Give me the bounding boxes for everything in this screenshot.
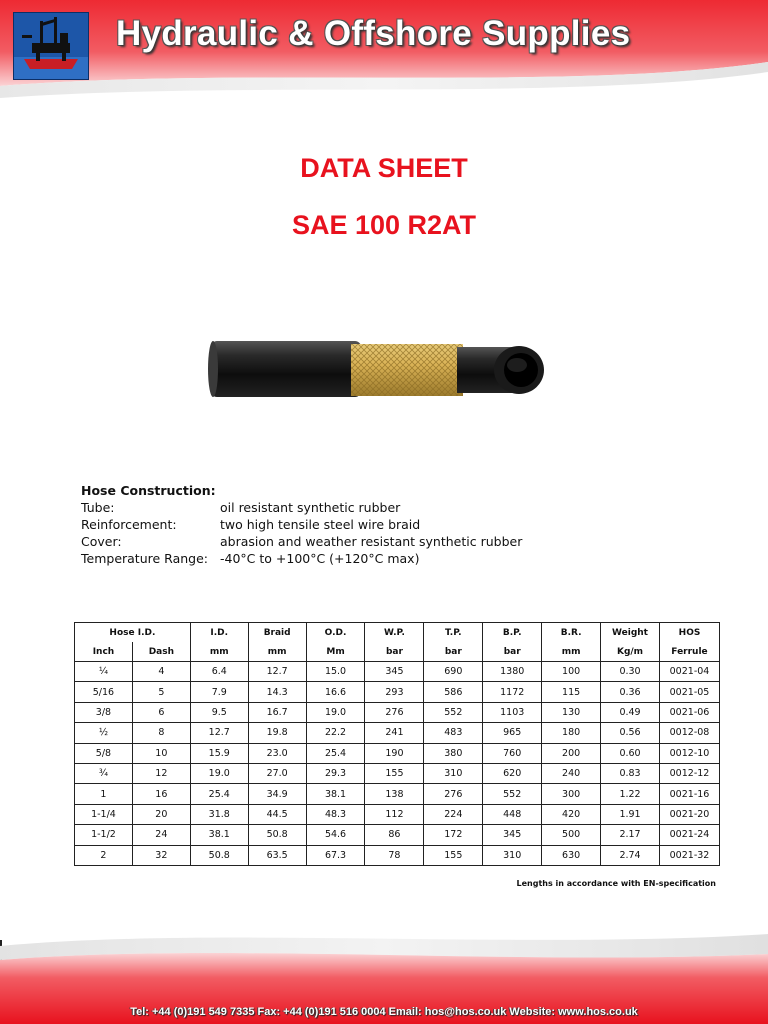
table-header-cell: bar bbox=[424, 642, 483, 662]
construction-label: Temperature Range: bbox=[81, 551, 208, 566]
table-header-cell: HOS bbox=[659, 623, 719, 643]
table-cell: 200 bbox=[542, 743, 601, 763]
table-header-cell: Hose I.D. bbox=[75, 623, 191, 643]
table-cell: 1-1/4 bbox=[75, 804, 133, 824]
table-cell: 310 bbox=[483, 845, 542, 865]
construction-value: -40°C to +100°C (+120°C max) bbox=[220, 551, 420, 566]
table-cell: 25.4 bbox=[306, 743, 365, 763]
table-cell: 155 bbox=[424, 845, 483, 865]
table-cell: 380 bbox=[424, 743, 483, 763]
table-cell: 14.3 bbox=[248, 682, 306, 702]
table-header-cell: I.D. bbox=[190, 623, 248, 643]
product-title: SAE 100 R2AT bbox=[291, 210, 477, 240]
table-cell: 0.49 bbox=[601, 702, 660, 722]
table-cell: 19.0 bbox=[190, 763, 248, 783]
construction-row bbox=[81, 499, 522, 516]
table-cell: 31.8 bbox=[190, 804, 248, 824]
table-cell: 0012-10 bbox=[659, 743, 719, 763]
construction-row bbox=[81, 550, 522, 567]
table-cell: 0021-32 bbox=[659, 845, 719, 865]
table-cell: 0.36 bbox=[601, 682, 660, 702]
lengths-note: Lengths in accordance with EN-specification bbox=[516, 879, 716, 888]
table-cell: ½ bbox=[75, 723, 133, 743]
table-cell: 180 bbox=[542, 723, 601, 743]
table-row bbox=[75, 743, 720, 763]
table-cell: 32 bbox=[132, 845, 190, 865]
table-cell: 0.30 bbox=[601, 662, 660, 682]
table-cell: 130 bbox=[542, 702, 601, 722]
table-row bbox=[75, 784, 720, 804]
table-cell: 1.22 bbox=[601, 784, 660, 804]
hose-construction bbox=[81, 482, 522, 567]
table-cell: 224 bbox=[424, 804, 483, 824]
table-header-cell: Kg/m bbox=[601, 642, 660, 662]
table-cell: 690 bbox=[424, 662, 483, 682]
table-cell: 0021-06 bbox=[659, 702, 719, 722]
table-cell: 6 bbox=[132, 702, 190, 722]
table-header-cell: B.P. bbox=[483, 623, 542, 643]
table-cell: 3/8 bbox=[75, 702, 133, 722]
table-cell: 16.7 bbox=[248, 702, 306, 722]
table-cell: 16 bbox=[132, 784, 190, 804]
table-cell: 38.1 bbox=[190, 825, 248, 845]
table-cell: 12 bbox=[132, 763, 190, 783]
table-cell: 29.3 bbox=[306, 763, 365, 783]
table-cell: 620 bbox=[483, 763, 542, 783]
table-cell: 5/16 bbox=[75, 682, 133, 702]
table-cell: 10 bbox=[132, 743, 190, 763]
table-cell: 19.8 bbox=[248, 723, 306, 743]
table-cell: 6.4 bbox=[190, 662, 248, 682]
table-cell: 0021-24 bbox=[659, 825, 719, 845]
table-cell: 54.6 bbox=[306, 825, 365, 845]
construction-heading: Hose Construction: bbox=[81, 483, 216, 498]
table-cell: 86 bbox=[365, 825, 424, 845]
table-cell: 552 bbox=[483, 784, 542, 804]
table-cell: 1.91 bbox=[601, 804, 660, 824]
table-cell: 34.9 bbox=[248, 784, 306, 804]
table-header-cell: B.R. bbox=[542, 623, 601, 643]
table-cell: 7.9 bbox=[190, 682, 248, 702]
table-cell: 2 bbox=[75, 845, 133, 865]
table-cell: 19.0 bbox=[306, 702, 365, 722]
table-cell: 0021-04 bbox=[659, 662, 719, 682]
table-header-cell: Inch bbox=[75, 642, 133, 662]
table-cell: 67.3 bbox=[306, 845, 365, 865]
table-header-cell: mm bbox=[542, 642, 601, 662]
table-header-cell: bar bbox=[365, 642, 424, 662]
table-cell: 4 bbox=[132, 662, 190, 682]
table-cell: 2.17 bbox=[601, 825, 660, 845]
table-cell: 20 bbox=[132, 804, 190, 824]
document-title: DATA SHEET bbox=[300, 153, 468, 183]
table-header-cell: Braid bbox=[248, 623, 306, 643]
table-cell: 586 bbox=[424, 682, 483, 702]
table-cell: 293 bbox=[365, 682, 424, 702]
table-cell: 100 bbox=[542, 662, 601, 682]
table-row bbox=[75, 723, 720, 743]
table-cell: 16.6 bbox=[306, 682, 365, 702]
table-cell: 310 bbox=[424, 763, 483, 783]
construction-row bbox=[81, 533, 522, 550]
construction-value: two high tensile steel wire braid bbox=[220, 517, 421, 532]
table-row bbox=[75, 702, 720, 722]
table-cell: 965 bbox=[483, 723, 542, 743]
table-row bbox=[75, 825, 720, 845]
table-cell: 1-1/2 bbox=[75, 825, 133, 845]
table-cell: 8 bbox=[132, 723, 190, 743]
table-header-cell: Dash bbox=[132, 642, 190, 662]
table-cell: 23.0 bbox=[248, 743, 306, 763]
table-cell: 5/8 bbox=[75, 743, 133, 763]
table-cell: 44.5 bbox=[248, 804, 306, 824]
table-header-cell: Mm bbox=[306, 642, 365, 662]
table-cell: 15.0 bbox=[306, 662, 365, 682]
table-cell: 0012-08 bbox=[659, 723, 719, 743]
table-cell: 12.7 bbox=[190, 723, 248, 743]
table-cell: 50.8 bbox=[248, 825, 306, 845]
spec-table-body bbox=[75, 662, 720, 866]
construction-label: Cover: bbox=[81, 534, 122, 549]
spec-table bbox=[74, 622, 720, 866]
table-header-cell: mm bbox=[190, 642, 248, 662]
table-header-row bbox=[75, 623, 720, 643]
table-row bbox=[75, 662, 720, 682]
construction-label: Tube: bbox=[81, 500, 115, 515]
table-cell: 0012-12 bbox=[659, 763, 719, 783]
table-cell: 300 bbox=[542, 784, 601, 804]
table-cell: 345 bbox=[483, 825, 542, 845]
construction-row bbox=[81, 516, 522, 533]
table-header-row bbox=[75, 642, 720, 662]
brand-title: Hydraulic & Offshore Supplies bbox=[116, 14, 631, 53]
table-cell: 500 bbox=[542, 825, 601, 845]
table-row bbox=[75, 804, 720, 824]
table-cell: 24 bbox=[132, 825, 190, 845]
table-cell: 112 bbox=[365, 804, 424, 824]
table-cell: 50.8 bbox=[190, 845, 248, 865]
table-cell: 172 bbox=[424, 825, 483, 845]
table-cell: ¼ bbox=[75, 662, 133, 682]
table-header-cell: bar bbox=[483, 642, 542, 662]
table-cell: 552 bbox=[424, 702, 483, 722]
table-cell: 1 bbox=[75, 784, 133, 804]
table-cell: 78 bbox=[365, 845, 424, 865]
table-cell: 115 bbox=[542, 682, 601, 702]
table-cell: 63.5 bbox=[248, 845, 306, 865]
table-cell: 0.83 bbox=[601, 763, 660, 783]
table-cell: 760 bbox=[483, 743, 542, 763]
table-cell: 1380 bbox=[483, 662, 542, 682]
table-cell: 483 bbox=[424, 723, 483, 743]
table-cell: 27.0 bbox=[248, 763, 306, 783]
table-header-cell: mm bbox=[248, 642, 306, 662]
table-cell: 0021-16 bbox=[659, 784, 719, 804]
footer-banner bbox=[0, 920, 768, 1024]
table-cell: 25.4 bbox=[190, 784, 248, 804]
table-cell: 9.5 bbox=[190, 702, 248, 722]
table-header-cell: Ferrule bbox=[659, 642, 719, 662]
table-header-cell: T.P. bbox=[424, 623, 483, 643]
table-row bbox=[75, 845, 720, 865]
table-cell: 241 bbox=[365, 723, 424, 743]
table-cell: 420 bbox=[542, 804, 601, 824]
table-cell: 0021-20 bbox=[659, 804, 719, 824]
table-cell: 448 bbox=[483, 804, 542, 824]
table-cell: 0021-05 bbox=[659, 682, 719, 702]
table-cell: 276 bbox=[424, 784, 483, 804]
construction-label: Reinforcement: bbox=[81, 517, 177, 532]
table-cell: 1172 bbox=[483, 682, 542, 702]
header-banner bbox=[0, 0, 768, 100]
hydraulic-hose-icon bbox=[205, 335, 555, 405]
table-cell: 1103 bbox=[483, 702, 542, 722]
offshore-rig-logo-icon bbox=[13, 12, 89, 80]
table-cell: 0.60 bbox=[601, 743, 660, 763]
table-cell: ¾ bbox=[75, 763, 133, 783]
table-cell: 48.3 bbox=[306, 804, 365, 824]
construction-value: abrasion and weather resistant synthetic rubber bbox=[220, 534, 523, 549]
table-cell: 138 bbox=[365, 784, 424, 804]
table-cell: 630 bbox=[542, 845, 601, 865]
table-cell: 0.56 bbox=[601, 723, 660, 743]
construction-value: oil resistant synthetic rubber bbox=[220, 500, 401, 515]
table-cell: 5 bbox=[132, 682, 190, 702]
table-header-cell: O.D. bbox=[306, 623, 365, 643]
table-cell: 22.2 bbox=[306, 723, 365, 743]
table-row bbox=[75, 682, 720, 702]
table-cell: 345 bbox=[365, 662, 424, 682]
table-cell: 190 bbox=[365, 743, 424, 763]
table-cell: 276 bbox=[365, 702, 424, 722]
table-cell: 155 bbox=[365, 763, 424, 783]
table-cell: 12.7 bbox=[248, 662, 306, 682]
table-cell: 15.9 bbox=[190, 743, 248, 763]
table-row bbox=[75, 763, 720, 783]
table-cell: 2.74 bbox=[601, 845, 660, 865]
table-cell: 240 bbox=[542, 763, 601, 783]
footer-contact: Tel: +44 (0)191 549 7335 Fax: +44 (0)191 516 0004 Email: hos@hos.co.uk Website: www.hos.co.uk bbox=[130, 1006, 638, 1018]
table-header-cell: W.P. bbox=[365, 623, 424, 643]
table-header-cell: Weight bbox=[601, 623, 660, 643]
table-cell: 38.1 bbox=[306, 784, 365, 804]
